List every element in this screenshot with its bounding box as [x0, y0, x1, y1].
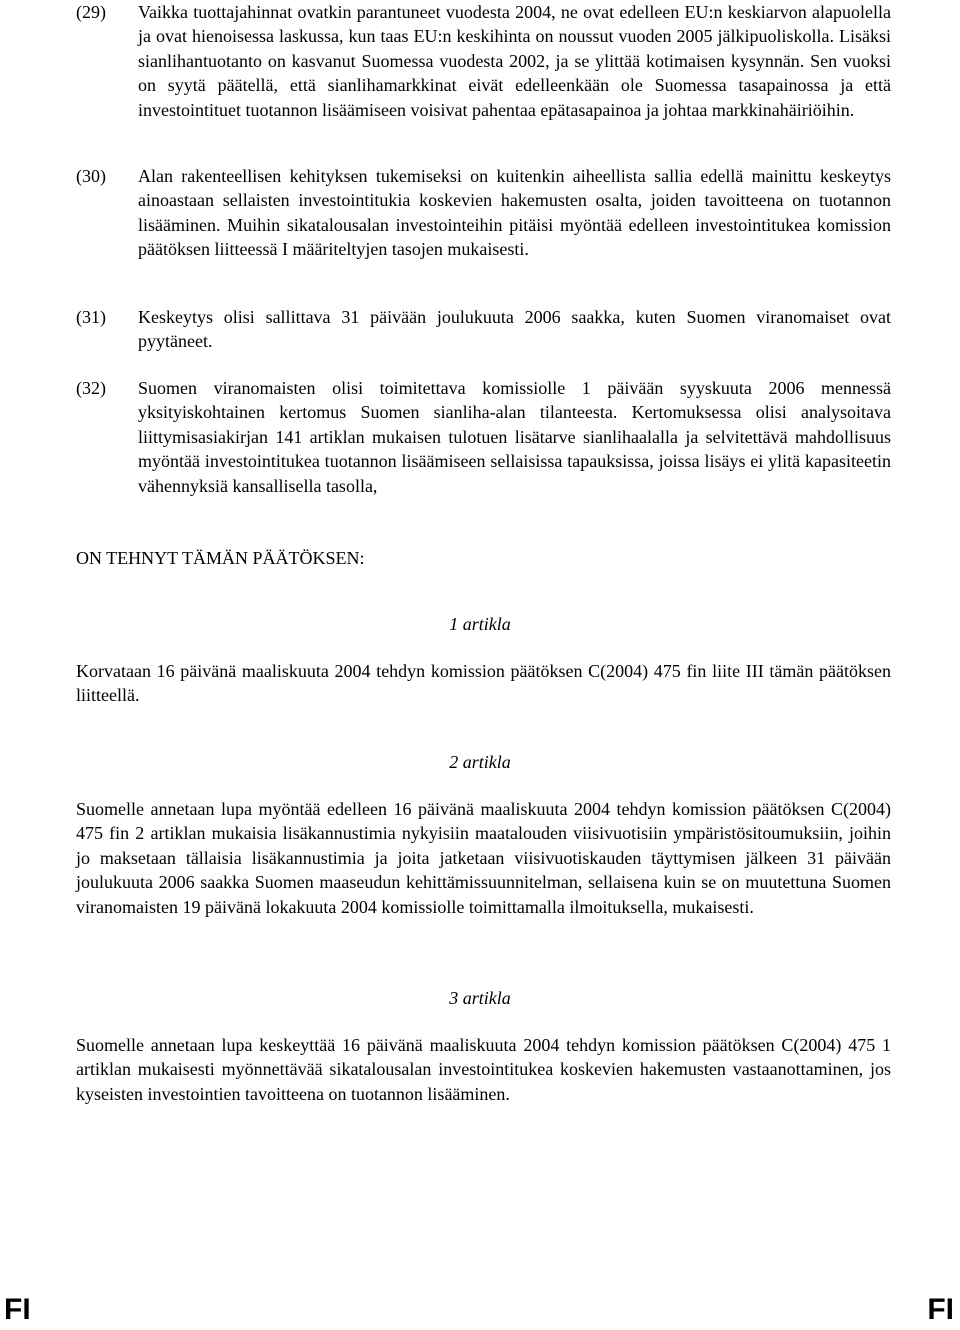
- article-3-text: Suomelle annetaan lupa keskeyttää 16 päivänä maaliskuuta 2004 tehdyn komission päätöksen C(2004) 475 1 artiklan mukaisesti myönnettävää sikatalousalan investointitukea koskevien hakemusten vastaanottaminen, jos kyseisten investointien tavoitteena on tuotannon lisääminen.: [76, 1035, 891, 1104]
- article-2-title: 2 artikla: [449, 752, 511, 772]
- article-3-title: 3 artikla: [449, 988, 511, 1008]
- article-1-title: 1 artikla: [449, 614, 511, 634]
- recital-number: (30): [76, 166, 106, 186]
- recital-number: (32): [76, 378, 106, 398]
- recital-32: [76, 376, 891, 498]
- article-1-text: Korvataan 16 päivänä maaliskuuta 2004 tehdyn komission päätöksen C(2004) 475 fin liite III tämän päätöksen liitteellä.: [76, 661, 891, 706]
- recital-number: (31): [76, 307, 106, 327]
- recital-number: (29): [76, 2, 106, 22]
- recital-text: Suomen viranomaisten olisi toimitettava komissiolle 1 päivään syyskuuta 2006 mennessä yksityiskohtainen kertomus Suomen sianliha-alan tilanteesta. Kertomuksessa olisi analysoitava liittymisasiakirjan 141 artiklan mukaisen tulotuen lisätarve sianlihaalalla ja selvitettävä mahdollisuus myöntää investointitukea tuotannon lisäämiseen sellaisissa tapauksissa, joissa lisäys ei ylitä kapasiteetin vähennyksiä kansallisella tasolla,: [138, 378, 891, 496]
- footer-language-code-right: FI: [927, 1293, 954, 1326]
- recital-text: Alan rakenteellisen kehityksen tukemiseksi on kuitenkin aiheellista sallia edellä mainittu keskeytys ainoastaan sellaisten investointitukia koskevien hakemusten osalta, joiden tavoitteena on tuotannon lisääminen. Muihin sikatalousalan investointeihin pitäisi myöntää edelleen investointitukea komission päätöksen liitteessä I määriteltyjen tasojen mukaisesti.: [138, 166, 891, 260]
- recital-text: Keskeytys olisi sallittava 31 päivään joulukuuta 2006 saakka, kuten Suomen viranomaiset ovat pyytäneet.: [138, 307, 891, 352]
- article-2-text: Suomelle annetaan lupa myöntää edelleen 16 päivänä maaliskuuta 2004 tehdyn komission päätöksen C(2004) 475 fin 2 artiklan mukaisia lisäkannustimia nykyisiin maatalouden viisivuotisiin ympäristösitoumuksiin, joihin jo maksetaan tällaisia lisäkannustimia ja joita jatketaan viisivuotiskauden täyttymisen jälkeen 31 päivään joulukuuta 2006 saakka Suomen maaseudun kehittämissuunnitelman, sellaisena kuin se on muutettuna Suomen viranomaisten 19 päivänä lokakuuta 2004 komissiolle toimittamalla ilmoituksella, mukaisesti.: [76, 799, 891, 917]
- recital-30: [76, 164, 891, 262]
- recital-29: [76, 0, 891, 122]
- footer-language-code-left: FI: [4, 1293, 31, 1326]
- recital-text: Vaikka tuottajahinnat ovatkin parantuneet vuodesta 2004, ne ovat edelleen EU:n keskiarvon alapuolella ja ovat hienoisessa laskussa, kun taas EU:n keskihinta on noussut vuoden 2005 jälkipuoliskolla. Lisäksi sianlihantuotanto on kasvanut Suomessa vuodesta 2002, ja se ylittää kotimaisen kysynnän. Sen vuoksi on syytä päätellä, että sianlihamarkkinat eivät edelleenkään ole Suomessa tasapainossa ja että investointituet tuotannon lisäämiseen voisivat pahentaa epätasapainoa ja johtaa markkinahäiriöihin.: [138, 2, 891, 120]
- recital-31: [76, 305, 891, 354]
- enacting-formula: ON TEHNYT TÄMÄN PÄÄTÖKSEN:: [76, 548, 365, 568]
